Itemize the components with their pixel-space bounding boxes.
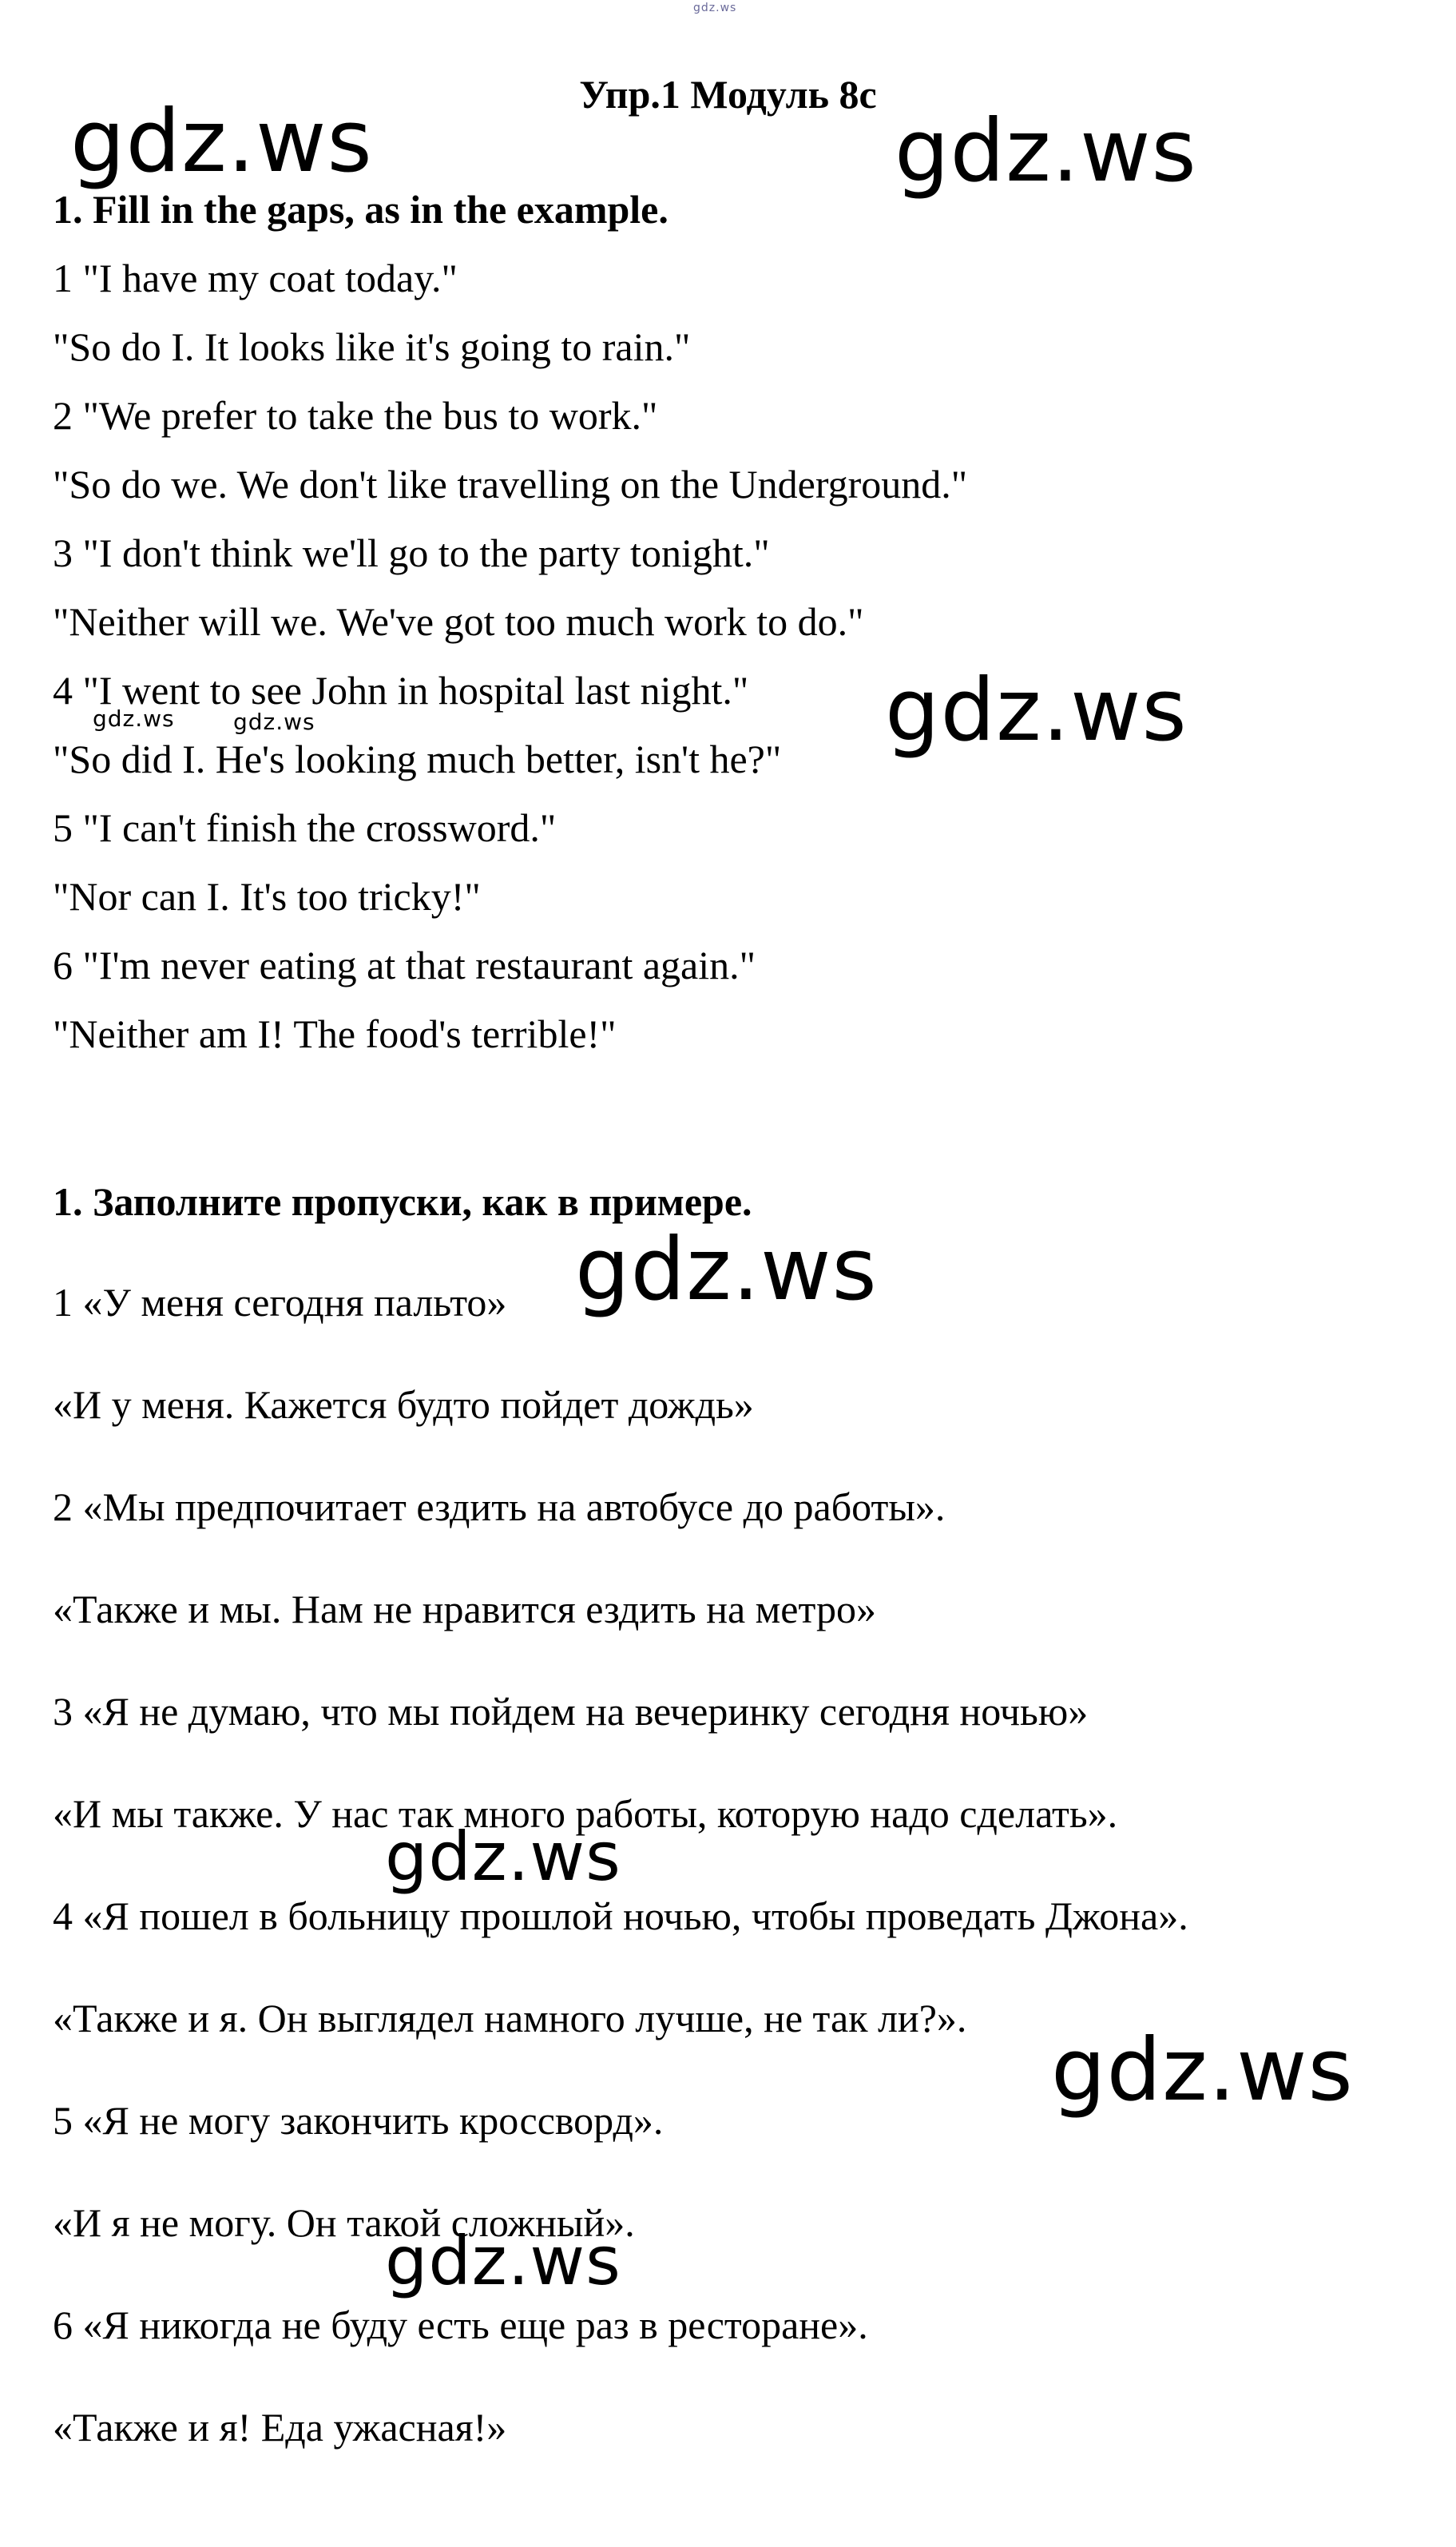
watermark: gdz.ws	[575, 1220, 878, 1320]
english-line: 4 "I went to see John in hospital last night."	[53, 668, 749, 713]
watermark: gdz.ws	[385, 1818, 621, 1896]
english-line: "Neither will we. We've got too much work to do."	[53, 599, 864, 644]
watermark: gdz.ws	[385, 2222, 621, 2300]
russian-line: 4 «Я пошел в больницу прошлой ночью, чтобы проведать Джона».	[53, 1893, 1188, 1938]
top-watermark: gdz.ws	[693, 2, 737, 14]
watermark: gdz.ws	[70, 92, 373, 192]
english-line: "So did I. He's looking much better, isn't he?"	[53, 737, 782, 781]
english-heading: 1. Fill in the gaps, as in the example.	[53, 187, 668, 232]
watermark: gdz.ws	[885, 661, 1188, 761]
russian-line: «Также и я! Еда ужасная!»	[53, 2405, 507, 2450]
russian-line: 3 «Я не думаю, что мы пойдем на вечеринку сегодня ночью»	[53, 1689, 1089, 1734]
english-line: 1 "I have my coat today."	[53, 256, 458, 300]
russian-line: «И мы также. У нас так много работы, которую надо сделать».	[53, 1791, 1118, 1836]
watermark: gdz.ws	[895, 101, 1197, 201]
russian-line: 6 «Я никогда не буду есть еще раз в ресторане».	[53, 2303, 868, 2347]
russian-line: «Также и мы. Нам не нравится ездить на метро»	[53, 1587, 876, 1631]
english-line: "So do we. We don't like travelling on the Underground."	[53, 462, 968, 507]
english-line: 6 "I'm never eating at that restaurant again."	[53, 943, 756, 987]
russian-line: «И у меня. Кажется будто пойдет дождь»	[53, 1382, 754, 1427]
english-line: "Nor can I. It's too tricky!"	[53, 874, 481, 919]
russian-line: 1 «У меня сегодня пальто»	[53, 1280, 507, 1325]
english-line: 5 "I can't finish the crossword."	[53, 805, 557, 850]
russian-line: «Также и я. Он выглядел намного лучше, не так ли?».	[53, 1996, 967, 2040]
russian-heading: 1. Заполните пропуски, как в примере.	[53, 1179, 752, 1224]
english-line: "So do I. It looks like it's going to rain."	[53, 324, 691, 369]
russian-line: 2 «Мы предпочитает ездить на автобусе до работы».	[53, 1484, 946, 1529]
english-line: "Neither am I! The food's terrible!"	[53, 1011, 617, 1056]
english-line: 2 "We prefer to take the bus to work."	[53, 393, 658, 438]
russian-line: «И я не могу. Он такой сложный».	[53, 2200, 635, 2245]
russian-line: 5 «Я не могу закончить кроссворд».	[53, 2098, 664, 2143]
english-line: 3 "I don't think we'll go to the party tonight."	[53, 530, 770, 575]
watermark: gdz.ws	[93, 705, 175, 732]
watermark: gdz.ws	[1051, 2021, 1354, 2120]
watermark: gdz.ws	[233, 709, 315, 735]
page-title: Упр.1 Модуль 8с	[579, 72, 877, 117]
